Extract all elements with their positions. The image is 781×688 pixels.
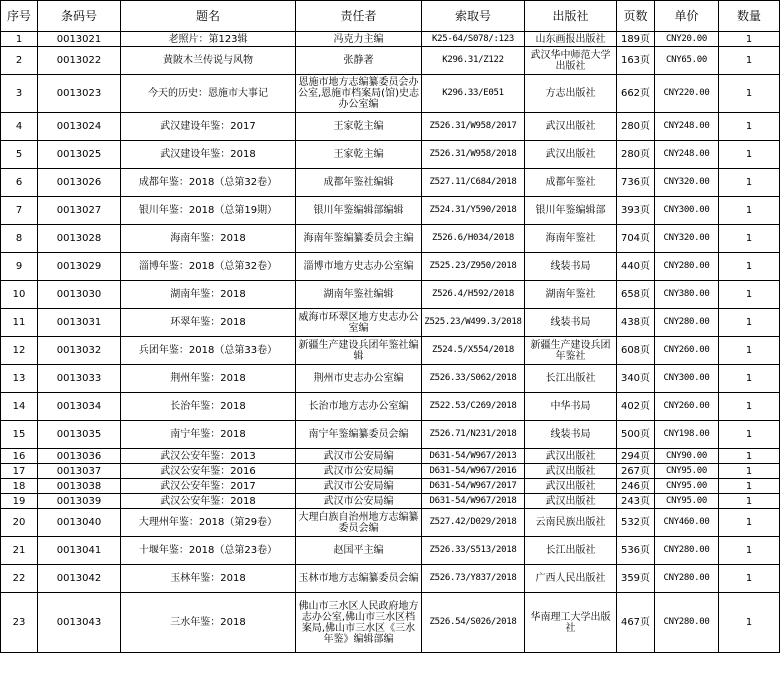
cell-publisher: 武汉出版社 bbox=[525, 464, 617, 479]
cell-seq: 9 bbox=[1, 253, 38, 281]
cell-price: CNY248.00 bbox=[655, 113, 719, 141]
cell-barcode: 0013022 bbox=[38, 47, 121, 75]
table-row bbox=[1, 449, 780, 464]
table-row bbox=[1, 479, 780, 494]
cell-qty: 1 bbox=[719, 479, 780, 494]
cell-qty: 1 bbox=[719, 197, 780, 225]
cell-price: CNY95.00 bbox=[655, 464, 719, 479]
cell-seq: 3 bbox=[1, 75, 38, 113]
cell-qty: 1 bbox=[719, 309, 780, 337]
cell-title: 兵团年鉴：2018（总第33卷） bbox=[121, 337, 296, 365]
cell-pages: 246页 bbox=[617, 479, 655, 494]
cell-barcode: 0013040 bbox=[38, 509, 121, 537]
cell-callno: K296.33/E051 bbox=[422, 75, 525, 113]
cell-qty: 1 bbox=[719, 509, 780, 537]
cell-barcode: 0013026 bbox=[38, 169, 121, 197]
cell-publisher: 长江出版社 bbox=[525, 365, 617, 393]
table-row bbox=[1, 393, 780, 421]
cell-publisher: 山东画报出版社 bbox=[525, 32, 617, 47]
table-row bbox=[1, 593, 780, 653]
cell-seq: 11 bbox=[1, 309, 38, 337]
cell-publisher: 广西人民出版社 bbox=[525, 565, 617, 593]
table-row bbox=[1, 494, 780, 509]
cell-title: 武汉公安年鉴：2018 bbox=[121, 494, 296, 509]
cell-publisher: 银川年鉴编辑部 bbox=[525, 197, 617, 225]
table-row bbox=[1, 225, 780, 253]
cell-seq: 21 bbox=[1, 537, 38, 565]
cell-publisher: 方志出版社 bbox=[525, 75, 617, 113]
cell-seq: 8 bbox=[1, 225, 38, 253]
cell-author: 王家乾主编 bbox=[296, 141, 422, 169]
cell-barcode: 0013035 bbox=[38, 421, 121, 449]
cell-seq: 1 bbox=[1, 32, 38, 47]
cell-author: 淄博市地方史志办公室编 bbox=[296, 253, 422, 281]
cell-qty: 1 bbox=[719, 537, 780, 565]
cell-author: 恩施市地方志编纂委员会办公室,恩施市档案局(馆)史志办公室编 bbox=[296, 75, 422, 113]
col-publisher: 出版社 bbox=[525, 1, 617, 32]
cell-title: 武汉建设年鉴：2018 bbox=[121, 141, 296, 169]
cell-price: CNY460.00 bbox=[655, 509, 719, 537]
cell-callno: Z527.42/D029/2018 bbox=[422, 509, 525, 537]
cell-seq: 20 bbox=[1, 509, 38, 537]
cell-title: 淄博年鉴：2018（总第32卷） bbox=[121, 253, 296, 281]
cell-qty: 1 bbox=[719, 113, 780, 141]
cell-title: 环翠年鉴：2018 bbox=[121, 309, 296, 337]
cell-barcode: 0013041 bbox=[38, 537, 121, 565]
cell-seq: 18 bbox=[1, 479, 38, 494]
cell-qty: 1 bbox=[719, 421, 780, 449]
cell-author: 大理白族自治州地方志编纂委员会编 bbox=[296, 509, 422, 537]
cell-publisher: 华南理工大学出版社 bbox=[525, 593, 617, 653]
cell-pages: 467页 bbox=[617, 593, 655, 653]
cell-callno: Z526.4/H592/2018 bbox=[422, 281, 525, 309]
cell-publisher: 湖南年鉴社 bbox=[525, 281, 617, 309]
col-price: 单价 bbox=[655, 1, 719, 32]
cell-barcode: 0013032 bbox=[38, 337, 121, 365]
cell-price: CNY280.00 bbox=[655, 253, 719, 281]
table-row bbox=[1, 197, 780, 225]
cell-barcode: 0013033 bbox=[38, 365, 121, 393]
cell-barcode: 0013043 bbox=[38, 593, 121, 653]
cell-publisher: 云南民族出版社 bbox=[525, 509, 617, 537]
cell-qty: 1 bbox=[719, 75, 780, 113]
cell-callno: Z526.71/N231/2018 bbox=[422, 421, 525, 449]
col-callno: 索取号 bbox=[422, 1, 525, 32]
cell-author: 南宁年鉴编纂委员会编 bbox=[296, 421, 422, 449]
cell-seq: 5 bbox=[1, 141, 38, 169]
cell-barcode: 0013031 bbox=[38, 309, 121, 337]
cell-title: 今天的历史：恩施市大事记 bbox=[121, 75, 296, 113]
table-row bbox=[1, 309, 780, 337]
cell-seq: 4 bbox=[1, 113, 38, 141]
cell-pages: 359页 bbox=[617, 565, 655, 593]
cell-qty: 1 bbox=[719, 32, 780, 47]
cell-pages: 608页 bbox=[617, 337, 655, 365]
cell-callno: Z525.23/Z950/2018 bbox=[422, 253, 525, 281]
cell-qty: 1 bbox=[719, 593, 780, 653]
cell-pages: 438页 bbox=[617, 309, 655, 337]
cell-callno: Z525.23/W499.3/2018 bbox=[422, 309, 525, 337]
cell-barcode: 0013030 bbox=[38, 281, 121, 309]
cell-pages: 704页 bbox=[617, 225, 655, 253]
cell-author: 新疆生产建设兵团年鉴社编辑 bbox=[296, 337, 422, 365]
cell-callno: Z527.11/C684/2018 bbox=[422, 169, 525, 197]
cell-qty: 1 bbox=[719, 365, 780, 393]
cell-price: CNY65.00 bbox=[655, 47, 719, 75]
cell-seq: 7 bbox=[1, 197, 38, 225]
cell-pages: 658页 bbox=[617, 281, 655, 309]
cell-title: 玉林年鉴：2018 bbox=[121, 565, 296, 593]
cell-author: 武汉市公安局编 bbox=[296, 494, 422, 509]
cell-callno: Z526.33/S513/2018 bbox=[422, 537, 525, 565]
table-row bbox=[1, 509, 780, 537]
cell-price: CNY20.00 bbox=[655, 32, 719, 47]
cell-price: CNY380.00 bbox=[655, 281, 719, 309]
cell-qty: 1 bbox=[719, 47, 780, 75]
cell-callno: Z526.54/S026/2018 bbox=[422, 593, 525, 653]
cell-title: 湖南年鉴：2018 bbox=[121, 281, 296, 309]
cell-qty: 1 bbox=[719, 281, 780, 309]
cell-title: 武汉公安年鉴：2013 bbox=[121, 449, 296, 464]
cell-title: 三水年鉴：2018 bbox=[121, 593, 296, 653]
cell-barcode: 0013024 bbox=[38, 113, 121, 141]
cell-callno: K25-64/S078/:123 bbox=[422, 32, 525, 47]
cell-pages: 243页 bbox=[617, 494, 655, 509]
cell-author: 冯克力主编 bbox=[296, 32, 422, 47]
cell-price: CNY300.00 bbox=[655, 365, 719, 393]
cell-barcode: 0013042 bbox=[38, 565, 121, 593]
cell-callno: Z526.73/Y837/2018 bbox=[422, 565, 525, 593]
cell-qty: 1 bbox=[719, 337, 780, 365]
cell-publisher: 长江出版社 bbox=[525, 537, 617, 565]
cell-publisher: 线装书局 bbox=[525, 253, 617, 281]
cell-qty: 1 bbox=[719, 141, 780, 169]
cell-title: 南宁年鉴：2018 bbox=[121, 421, 296, 449]
col-seq: 序号 bbox=[1, 1, 38, 32]
table-row bbox=[1, 32, 780, 47]
cell-qty: 1 bbox=[719, 565, 780, 593]
table-row bbox=[1, 47, 780, 75]
cell-title: 黄陂木兰传说与风物 bbox=[121, 47, 296, 75]
col-title: 题名 bbox=[121, 1, 296, 32]
table-row bbox=[1, 421, 780, 449]
cell-price: CNY280.00 bbox=[655, 537, 719, 565]
cell-author: 王家乾主编 bbox=[296, 113, 422, 141]
cell-seq: 14 bbox=[1, 393, 38, 421]
cell-barcode: 0013027 bbox=[38, 197, 121, 225]
cell-author: 武汉市公安局编 bbox=[296, 449, 422, 464]
cell-callno: D631-54/W967/2013 bbox=[422, 449, 525, 464]
cell-title: 海南年鉴：2018 bbox=[121, 225, 296, 253]
cell-author: 玉林市地方志编纂委员会编 bbox=[296, 565, 422, 593]
cell-author: 成都年鉴社编辑 bbox=[296, 169, 422, 197]
cell-callno: Z526.33/S062/2018 bbox=[422, 365, 525, 393]
cell-publisher: 海南年鉴社 bbox=[525, 225, 617, 253]
col-author: 责任者 bbox=[296, 1, 422, 32]
col-pages: 页数 bbox=[617, 1, 655, 32]
cell-barcode: 0013037 bbox=[38, 464, 121, 479]
cell-callno: D631-54/W967/2017 bbox=[422, 479, 525, 494]
cell-qty: 1 bbox=[719, 464, 780, 479]
cell-publisher: 武汉出版社 bbox=[525, 494, 617, 509]
cell-barcode: 0013039 bbox=[38, 494, 121, 509]
cell-price: CNY220.00 bbox=[655, 75, 719, 113]
table-row bbox=[1, 281, 780, 309]
table-row bbox=[1, 537, 780, 565]
cell-price: CNY280.00 bbox=[655, 565, 719, 593]
cell-publisher: 线装书局 bbox=[525, 421, 617, 449]
cell-pages: 340页 bbox=[617, 365, 655, 393]
cell-pages: 532页 bbox=[617, 509, 655, 537]
cell-author: 长治市地方志办公室编 bbox=[296, 393, 422, 421]
cell-barcode: 0013038 bbox=[38, 479, 121, 494]
cell-qty: 1 bbox=[719, 449, 780, 464]
cell-pages: 189页 bbox=[617, 32, 655, 47]
cell-price: CNY320.00 bbox=[655, 225, 719, 253]
cell-price: CNY260.00 bbox=[655, 337, 719, 365]
cell-callno: K296.31/Z122 bbox=[422, 47, 525, 75]
cell-callno: Z524.31/Y590/2018 bbox=[422, 197, 525, 225]
table-row bbox=[1, 253, 780, 281]
cell-barcode: 0013023 bbox=[38, 75, 121, 113]
cell-callno: Z526.6/H034/2018 bbox=[422, 225, 525, 253]
cell-seq: 6 bbox=[1, 169, 38, 197]
cell-price: CNY280.00 bbox=[655, 593, 719, 653]
cell-barcode: 0013021 bbox=[38, 32, 121, 47]
cell-publisher: 武汉出版社 bbox=[525, 449, 617, 464]
cell-pages: 662页 bbox=[617, 75, 655, 113]
cell-publisher: 武汉出版社 bbox=[525, 479, 617, 494]
table-row bbox=[1, 337, 780, 365]
cell-barcode: 0013025 bbox=[38, 141, 121, 169]
table-row bbox=[1, 75, 780, 113]
cell-seq: 12 bbox=[1, 337, 38, 365]
cell-barcode: 0013034 bbox=[38, 393, 121, 421]
cell-callno: Z522.53/C269/2018 bbox=[422, 393, 525, 421]
cell-price: CNY90.00 bbox=[655, 449, 719, 464]
cell-qty: 1 bbox=[719, 494, 780, 509]
table-row bbox=[1, 141, 780, 169]
cell-publisher: 新疆生产建设兵团年鉴社 bbox=[525, 337, 617, 365]
cell-seq: 22 bbox=[1, 565, 38, 593]
cell-seq: 17 bbox=[1, 464, 38, 479]
cell-author: 银川年鉴编辑部编辑 bbox=[296, 197, 422, 225]
cell-author: 赵国平主编 bbox=[296, 537, 422, 565]
cell-pages: 267页 bbox=[617, 464, 655, 479]
cell-pages: 393页 bbox=[617, 197, 655, 225]
cell-pages: 294页 bbox=[617, 449, 655, 464]
cell-author: 武汉市公安局编 bbox=[296, 479, 422, 494]
cell-barcode: 0013028 bbox=[38, 225, 121, 253]
table-row bbox=[1, 464, 780, 479]
cell-price: CNY198.00 bbox=[655, 421, 719, 449]
table-row bbox=[1, 113, 780, 141]
cell-seq: 13 bbox=[1, 365, 38, 393]
cell-title: 长治年鉴：2018 bbox=[121, 393, 296, 421]
cell-publisher: 线装书局 bbox=[525, 309, 617, 337]
cell-callno: Z524.5/X554/2018 bbox=[422, 337, 525, 365]
cell-title: 武汉公安年鉴：2017 bbox=[121, 479, 296, 494]
cell-seq: 10 bbox=[1, 281, 38, 309]
cell-publisher: 成都年鉴社 bbox=[525, 169, 617, 197]
table-row bbox=[1, 169, 780, 197]
cell-pages: 440页 bbox=[617, 253, 655, 281]
cell-title: 荆州年鉴：2018 bbox=[121, 365, 296, 393]
cell-title: 银川年鉴：2018（总第19期） bbox=[121, 197, 296, 225]
cell-title: 十堰年鉴：2018（总第23卷） bbox=[121, 537, 296, 565]
cell-callno: D631-54/W967/2018 bbox=[422, 494, 525, 509]
cell-price: CNY248.00 bbox=[655, 141, 719, 169]
cell-barcode: 0013029 bbox=[38, 253, 121, 281]
cell-publisher: 武汉出版社 bbox=[525, 113, 617, 141]
cell-qty: 1 bbox=[719, 393, 780, 421]
cell-author: 佛山市三水区人民政府地方志办公室,佛山市三水区档案局,佛山市三水区《三水年鉴》编辑部编 bbox=[296, 593, 422, 653]
cell-publisher: 武汉出版社 bbox=[525, 141, 617, 169]
cell-price: CNY320.00 bbox=[655, 169, 719, 197]
cell-author: 武汉市公安局编 bbox=[296, 464, 422, 479]
cell-pages: 736页 bbox=[617, 169, 655, 197]
cell-pages: 536页 bbox=[617, 537, 655, 565]
cell-pages: 280页 bbox=[617, 141, 655, 169]
cell-author: 威海市环翠区地方史志办公室编 bbox=[296, 309, 422, 337]
cell-seq: 19 bbox=[1, 494, 38, 509]
col-barcode: 条码号 bbox=[38, 1, 121, 32]
cell-price: CNY280.00 bbox=[655, 309, 719, 337]
cell-title: 大理州年鉴：2018（第29卷） bbox=[121, 509, 296, 537]
cell-pages: 402页 bbox=[617, 393, 655, 421]
cell-barcode: 0013036 bbox=[38, 449, 121, 464]
cell-title: 成都年鉴：2018（总第32卷） bbox=[121, 169, 296, 197]
cell-qty: 1 bbox=[719, 225, 780, 253]
col-qty: 数量 bbox=[719, 1, 780, 32]
cell-callno: Z526.31/W958/2017 bbox=[422, 113, 525, 141]
cell-qty: 1 bbox=[719, 169, 780, 197]
cell-title: 武汉建设年鉴：2017 bbox=[121, 113, 296, 141]
cell-title: 武汉公安年鉴：2016 bbox=[121, 464, 296, 479]
cell-pages: 500页 bbox=[617, 421, 655, 449]
cell-seq: 2 bbox=[1, 47, 38, 75]
cell-price: CNY260.00 bbox=[655, 393, 719, 421]
cell-title: 老照片：第123辑 bbox=[121, 32, 296, 47]
header-row bbox=[1, 1, 780, 32]
cell-author: 海南年鉴编纂委员会主编 bbox=[296, 225, 422, 253]
cell-price: CNY95.00 bbox=[655, 479, 719, 494]
cell-seq: 15 bbox=[1, 421, 38, 449]
cell-seq: 16 bbox=[1, 449, 38, 464]
table-row bbox=[1, 365, 780, 393]
cell-publisher: 中华书局 bbox=[525, 393, 617, 421]
cell-price: CNY300.00 bbox=[655, 197, 719, 225]
cell-pages: 280页 bbox=[617, 113, 655, 141]
cell-price: CNY95.00 bbox=[655, 494, 719, 509]
table-row bbox=[1, 565, 780, 593]
cell-qty: 1 bbox=[719, 253, 780, 281]
cell-seq: 23 bbox=[1, 593, 38, 653]
cell-author: 湖南年鉴社编辑 bbox=[296, 281, 422, 309]
cell-callno: D631-54/W967/2016 bbox=[422, 464, 525, 479]
cell-pages: 163页 bbox=[617, 47, 655, 75]
cell-callno: Z526.31/W958/2018 bbox=[422, 141, 525, 169]
cell-author: 张静著 bbox=[296, 47, 422, 75]
cell-author: 荆州市史志办公室编 bbox=[296, 365, 422, 393]
cell-publisher: 武汉华中师范大学出版社 bbox=[525, 47, 617, 75]
